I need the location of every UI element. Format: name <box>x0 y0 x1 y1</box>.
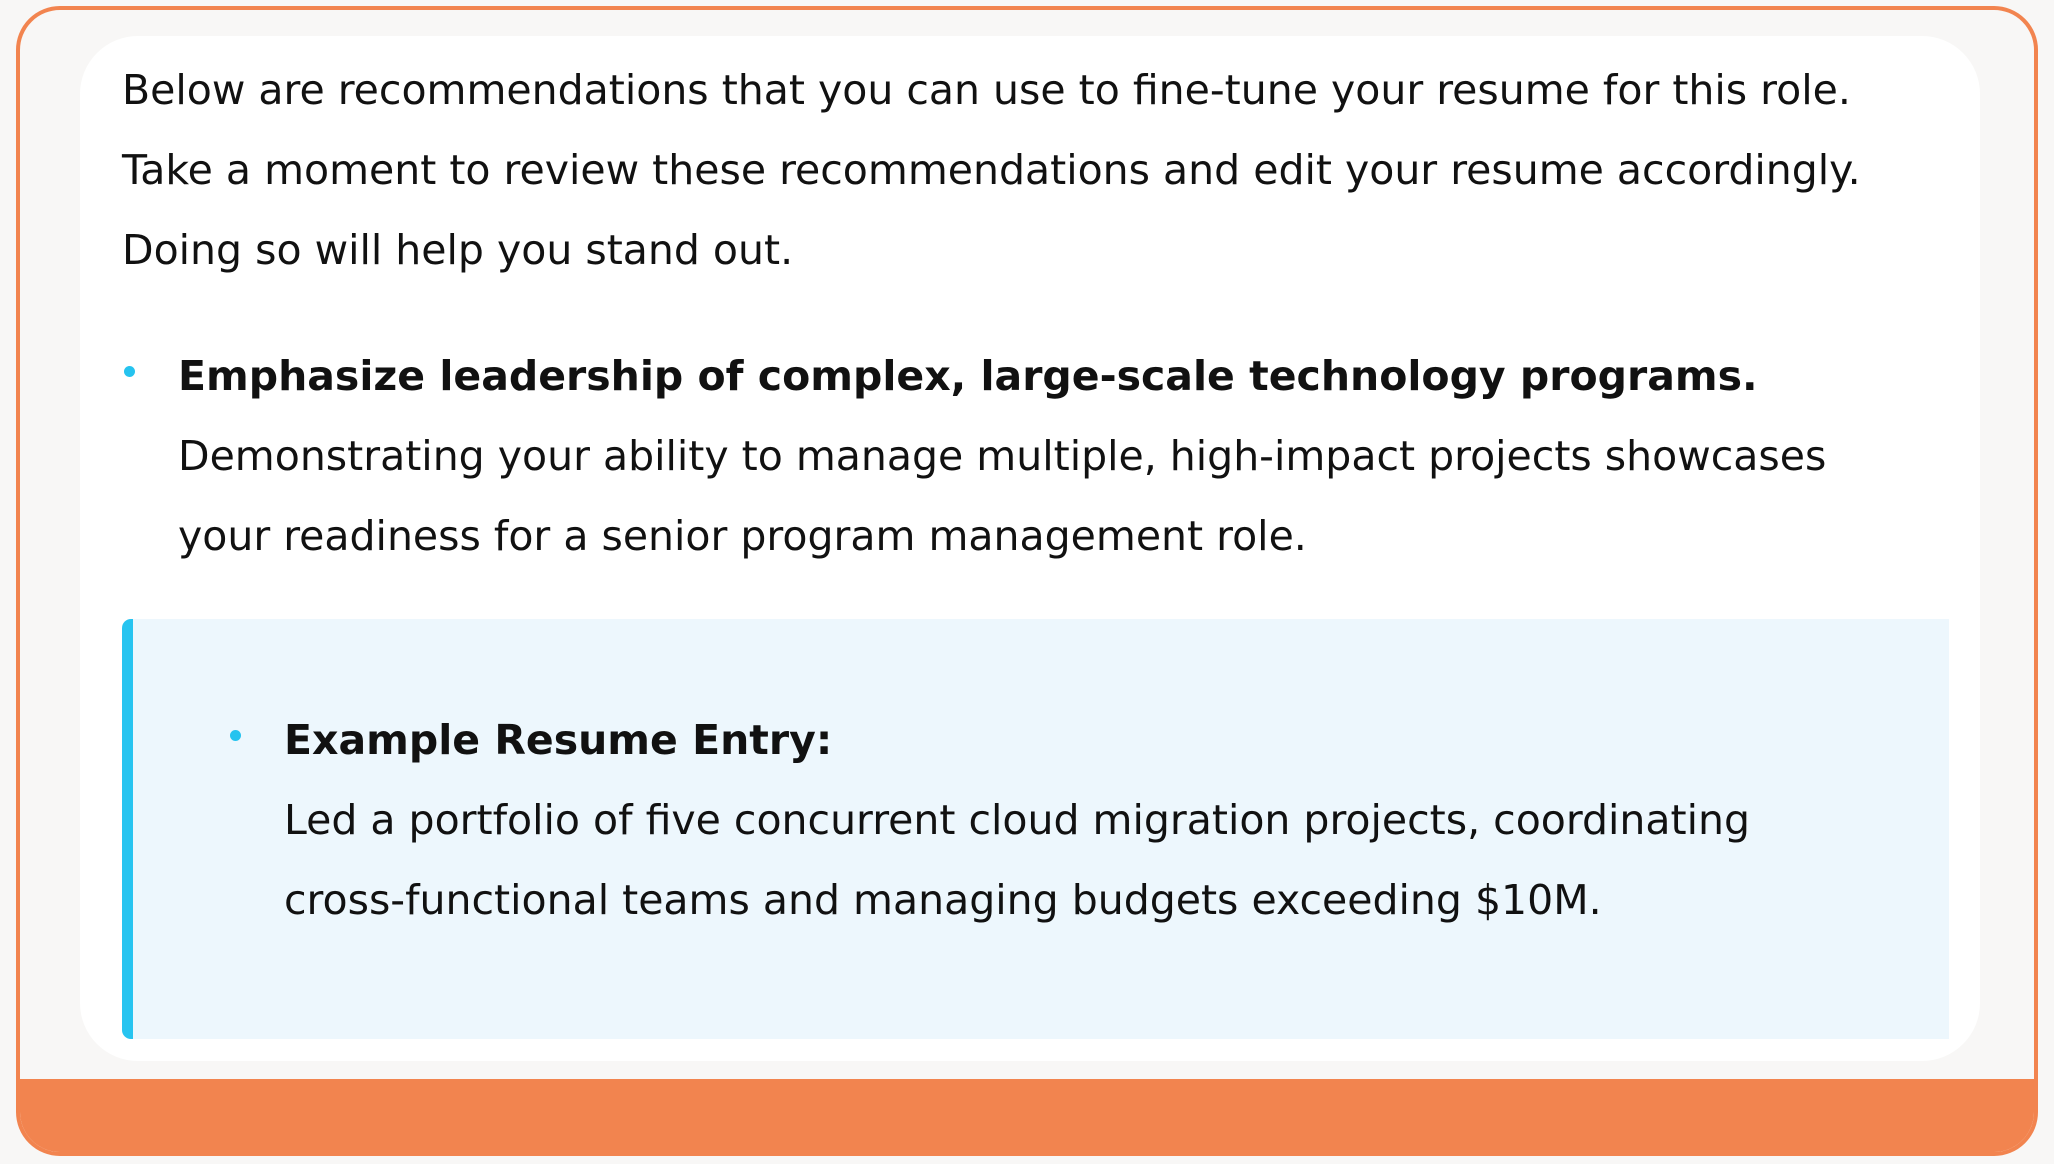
recommendation-bullet-icon <box>124 366 135 377</box>
example-text: Led a portfolio of five concurrent cloud migration projects, coordinating cross-functional teams and managing budgets exceeding $10M. <box>284 796 1751 924</box>
example-title: Example Resume Entry: <box>284 716 833 764</box>
outer-frame <box>16 6 2038 1156</box>
bottom-accent-band <box>20 1079 2034 1156</box>
recommendations-card <box>80 36 1980 1061</box>
recommendation-item <box>178 336 1938 576</box>
intro-paragraph: Below are recommendations that you can use to fine-tune your resume for this role. Take a moment to review these recommendations and edit your resume accordingly. Doing so will help you stand out. <box>122 66 1861 274</box>
example-resume-entry-box <box>122 619 1949 1039</box>
example-resume-entry <box>284 700 1884 940</box>
recommendation-description: Demonstrating your ability to manage multiple, high-impact projects showcases your readiness for a senior program management role. <box>178 432 1827 560</box>
recommendation-title: Emphasize leadership of complex, large-scale technology programs. <box>178 352 1758 400</box>
example-bullet-icon <box>230 730 241 741</box>
